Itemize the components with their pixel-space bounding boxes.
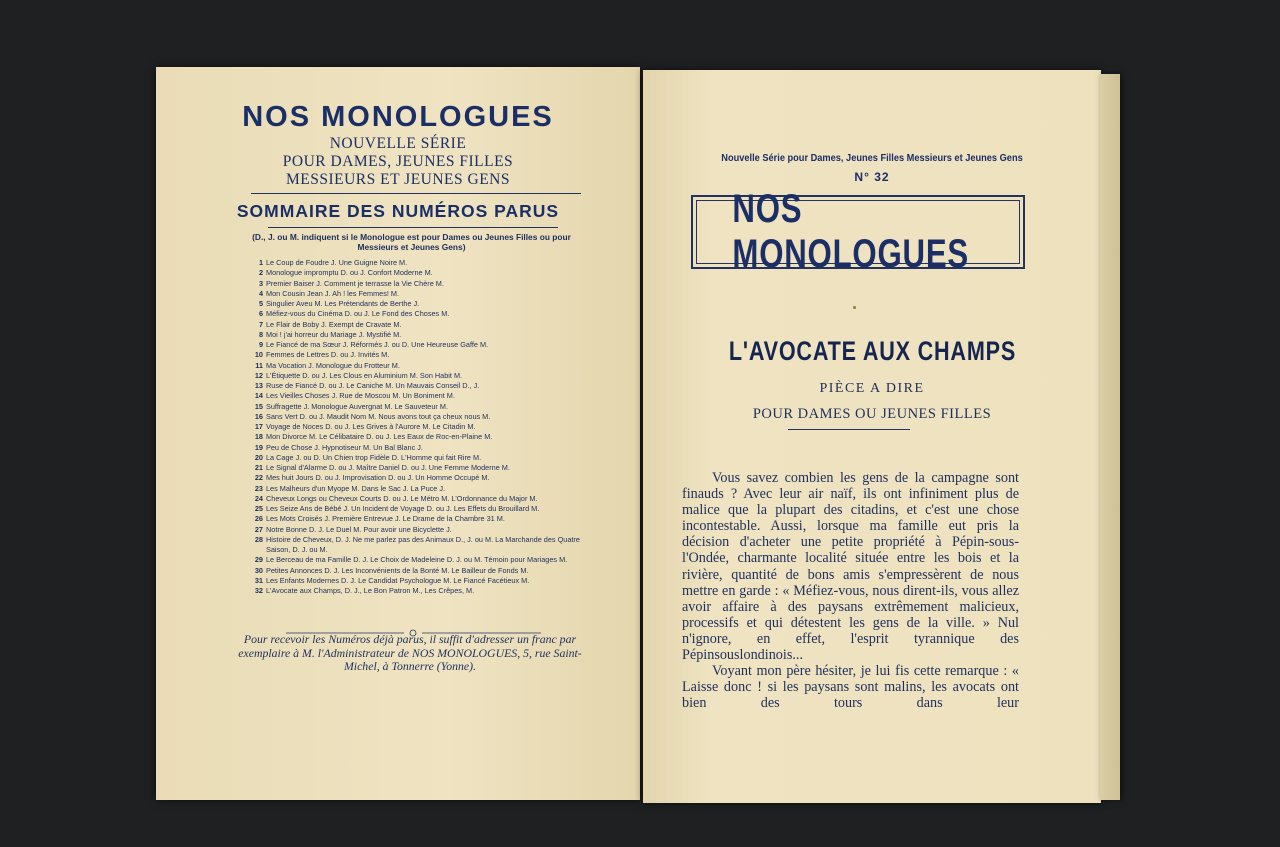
- sommaire-item-number: 2: [258, 268, 263, 278]
- sommaire-item-number: 26: [254, 514, 263, 524]
- sommaire-item-text: Les Mots Croisés J. Première Entrevue J. Le Drame de la Chambre 31 M.: [266, 514, 505, 524]
- piece-title: L'AVOCATE AUX CHAMPS: [728, 336, 1016, 366]
- sommaire-item: [251, 258, 581, 268]
- sommaire-item-number: 15: [254, 401, 263, 411]
- left-page: [156, 67, 640, 800]
- sommaire-item: [251, 443, 581, 453]
- sommaire-item: [251, 432, 581, 442]
- piece-subtitle-1: PIÈCE A DIRE: [819, 381, 925, 396]
- sommaire-item: [251, 555, 581, 565]
- sommaire-item: [251, 268, 581, 278]
- sommaire-item: [251, 535, 581, 556]
- sommaire-item-text: Notre Bonne D. J. Le Duel M. Pour avoir une Bicyclette J.: [266, 524, 452, 534]
- left-page-rule: [251, 193, 581, 194]
- sommaire-item: [251, 494, 581, 504]
- piece-rule: [788, 429, 910, 430]
- sommaire-item-number: 20: [254, 452, 263, 462]
- sommaire-item: [251, 391, 581, 401]
- sommaire-item: [251, 279, 581, 289]
- order-instructions: Pour recevoir les Numéros déjà parus, il suffit d'adresser un franc par exemplaire à M. l'Administrateur de NOS MONOLOGUES, 5, rue Saint-Michel, à Tonnerre (Yonne).: [238, 632, 582, 673]
- sommaire-item-number: 31: [254, 575, 263, 585]
- sommaire-item-number: 22: [254, 473, 263, 483]
- sommaire-list: [251, 258, 581, 596]
- sommaire-item: [251, 381, 581, 391]
- piece-subtitle-2: POUR DAMES OU JEUNES FILLES: [752, 406, 992, 422]
- sommaire-item-number: 4: [258, 288, 263, 298]
- sommaire-item-number: 18: [254, 432, 263, 442]
- left-page-title: NOS MONOLOGUES: [242, 101, 554, 133]
- sommaire-item-text: Le Coup de Foudre J. Une Guigne Noire M.: [266, 258, 408, 267]
- sommaire-item-text: La Cage J. ou D. Un Chien trop Fidèle D. L'Homme qui fait Rire M.: [266, 452, 482, 462]
- sommaire-item-number: 23: [254, 483, 263, 493]
- sommaire-legend: (D., J. ou M. indiquent si le Monologue est pour Dames ou Jeunes Filles ou pour Messieurs et Jeunes Gens): [252, 232, 571, 252]
- sommaire-item-number: 9: [258, 340, 263, 349]
- sommaire-item-text: Les Seize Ans de Bébé J. Un Incident de Voyage D. ou J. Les Effets du Brouillard M.: [266, 504, 540, 513]
- sommaire-item-text: Suffragette J. Monologue Auvergnat M. Le Sauveteur M.: [266, 401, 448, 411]
- subtitle-line-2: POUR DAMES, JEUNES FILLES: [282, 153, 514, 170]
- left-page-subtitle: [156, 135, 640, 189]
- sommaire-item-number: 12: [254, 370, 263, 380]
- sommaire-item-text: Femmes de Lettres D. ou J. Invités M.: [266, 350, 390, 360]
- sommaire-item-text: Voyage de Noces D. ou J. Les Grives à l'Aurore M. Le Citadin M.: [266, 422, 476, 431]
- sommaire-item-number: 19: [254, 442, 263, 452]
- sommaire-item-text: Mes huit Jours D. ou J. Improvisation D. ou J. Un Homme Occupé M.: [266, 473, 490, 483]
- sommaire-item-number: 7: [258, 319, 263, 329]
- sommaire-item-text: Les Malheurs d'un Myope M. Dans le Sac J. La Puce J.: [266, 483, 446, 493]
- sommaire-item: [251, 361, 581, 371]
- sommaire-item-number: 5: [258, 299, 263, 308]
- sommaire-item: [251, 514, 581, 524]
- piece-title-wrap: [643, 336, 1101, 367]
- sommaire-item-number: 8: [258, 329, 263, 339]
- sommaire-item: [251, 576, 581, 586]
- sommaire-item-text: Sans Vert D. ou J. Maudit Nom M. Nous avons tout ça cheux nous M.: [266, 411, 491, 421]
- sommaire-item-number: 30: [254, 565, 263, 575]
- sommaire-item-number: 13: [254, 381, 263, 390]
- right-page-title: NOS MONOLOGUES: [732, 187, 970, 276]
- sommaire-item-text: Méfiez-vous du Cinéma D. ou J. Le Fond des Choses M.: [266, 309, 450, 319]
- sommaire-item-text: Le Fiancé de ma Sœur J. Réformés J. ou D. Une Heureuse Gaffe M.: [266, 340, 489, 349]
- sommaire-item-text: Le Signal d'Alarme D. ou J. Maître Daniel D. ou J. Une Femme Moderne M.: [266, 463, 510, 472]
- subtitle-line-1: NOUVELLE SÉRIE: [329, 135, 467, 152]
- sommaire-item-text: Les Enfants Modernes D. J. Le Candidat Psychologue M. Le Fiancé Facétieux M.: [266, 575, 530, 585]
- title-frame: [691, 187, 1025, 276]
- sommaire-item-text: Monologue impromptu D. ou J. Confort Moderne M.: [266, 268, 433, 278]
- sommaire-item-text: Histoire de Cheveux, D. J. Ne me parlez pas des Animaux D., J. ou M. La Marchande des Quatre Saison, D. J. ou M.: [266, 534, 580, 554]
- paragraph-1: Vous savez combien les gens de la campagne sont finauds ? Avec leur air naïf, ils ont infiniment plus de malice que la plupart des citadins, et c'est une chose incontestable. Aussi, lorsque ma famille eut pris la décision d'acheter une petite propriété à Pépin-sous-l'Ondée, charmante localité située entre les bois et la rivière, quantité de bons amis s'empressèrent de nous mettre en garde : « Méfiez-vous, nous dirent-ils, vous allez avoir affaire à des paysans extrêmement malicieux, processifs et qui détestent les gens de la ville. » Nul n'ignore, en effet, l'esprit tyrannique des Pépinsouslondinois...: [682, 470, 1019, 664]
- sommaire-item-text: L'Avocate aux Champs, D. J., Le Bon Patron M., Les Crêpes, M.: [266, 586, 475, 595]
- monologue-text: [682, 470, 1019, 711]
- sommaire-item: [251, 453, 581, 463]
- sommaire-item-text: Les Vieilles Choses J. Rue de Moscou M. Un Boniment M.: [266, 391, 455, 401]
- sommaire-underline: [268, 227, 558, 228]
- sommaire-item-text: Mon Divorce M. Le Célibataire D. ou J. Les Eaux de Roc-en-Plaine M.: [266, 432, 493, 442]
- page-stack-edge: [1100, 74, 1120, 800]
- sommaire-item: [251, 525, 581, 535]
- sommaire-item-text: Singulier Aveu M. Les Prétendants de Berthe J.: [266, 299, 420, 308]
- sommaire-item-text: Moi ! j'ai horreur du Mariage J. Mystifié M.: [266, 329, 402, 339]
- sommaire-item-number: 27: [254, 524, 263, 534]
- sommaire-item-number: 24: [254, 493, 263, 503]
- paragraph-2: Voyant mon père hésiter, je lui fis cette remarque : « Laisse donc ! si les paysans sont malins, les avocats ont bien des tours dans leur: [682, 663, 1019, 712]
- sommaire-item: [251, 463, 581, 473]
- sommaire-item-number: 21: [254, 463, 263, 472]
- sommaire-item: [251, 330, 581, 340]
- sommaire-item-number: 6: [258, 309, 263, 319]
- title-frame-inner: [696, 187, 1020, 276]
- sommaire-heading: SOMMAIRE DES NUMÉROS PARUS: [236, 201, 560, 221]
- sommaire-item: [251, 422, 581, 432]
- sommaire-item-number: 17: [254, 422, 263, 431]
- sommaire-item-number: 25: [254, 504, 263, 513]
- sommaire-item: [251, 309, 581, 319]
- sommaire-item-text: Le Berceau de ma Famille D. J. Le Choix de Madeleine D. J. ou M. Témoin pour Mariages M.: [266, 555, 568, 565]
- sommaire-item-number: 29: [254, 555, 263, 565]
- series-line: Nouvelle Série pour Dames, Jeunes Filles Messieurs et Jeunes Gens: [721, 152, 1023, 164]
- sommaire-item-text: Mon Cousin Jean J. Ah ! les Femmes! M.: [266, 288, 400, 298]
- subtitle-line-3: MESSIEURS ET JEUNES GENS: [285, 171, 510, 188]
- sommaire-item: [251, 371, 581, 381]
- sommaire-item-number: 28: [254, 534, 263, 544]
- sommaire-item-text: Ma Vocation J. Monologue du Frotteur M.: [266, 360, 400, 370]
- sommaire-item-text: Le Flair de Boby J. Exempt de Cravate M.: [266, 319, 402, 329]
- sommaire-item: [251, 340, 581, 350]
- sommaire-item-text: Peu de Chose J. Hypnotiseur M. Un Bal Blanc J.: [266, 442, 423, 452]
- sommaire-item-number: 14: [254, 391, 263, 401]
- sommaire-item: [251, 473, 581, 483]
- sommaire-item-number: 32: [254, 586, 263, 595]
- sommaire-item-text: Cheveux Longs ou Cheveux Courts D. ou J. Le Métro M. L'Ordonnance du Major M.: [266, 493, 538, 503]
- sommaire-item: [251, 412, 581, 422]
- sommaire-item: [251, 484, 581, 494]
- ink-dot: [853, 306, 856, 309]
- sommaire-item: [251, 402, 581, 412]
- sommaire-item-number: 1: [258, 258, 263, 267]
- sommaire-item-number: 11: [255, 360, 263, 370]
- sommaire-item: [251, 566, 581, 576]
- sommaire-item-number: 3: [258, 278, 263, 288]
- sommaire-item: [251, 289, 581, 299]
- sommaire-item-text: Ruse de Fiancé D. ou J. Le Caniche M. Un Mauvais Conseil D., J.: [266, 381, 480, 390]
- sommaire-item-number: 10: [254, 350, 263, 360]
- sommaire-item: [251, 299, 581, 309]
- sommaire-item-number: 16: [254, 411, 263, 421]
- sommaire-item-text: L'Étiquette D. ou J. Les Clous en Aluminium M. Son Habit M.: [266, 370, 463, 380]
- sommaire-item-text: Petites Annonces D. J. Les Inconvénients de la Bonté M. Le Bailleur de Fonds M.: [266, 565, 529, 575]
- sommaire-item: [251, 504, 581, 514]
- sommaire-item-text: Premier Baiser J. Comment je terrasse la Vie Chère M.: [266, 278, 444, 288]
- issue-number: N° 32: [854, 170, 890, 184]
- right-page: [643, 70, 1101, 803]
- sommaire-item: [251, 350, 581, 360]
- sommaire-item: [251, 320, 581, 330]
- sommaire-item: [251, 586, 581, 596]
